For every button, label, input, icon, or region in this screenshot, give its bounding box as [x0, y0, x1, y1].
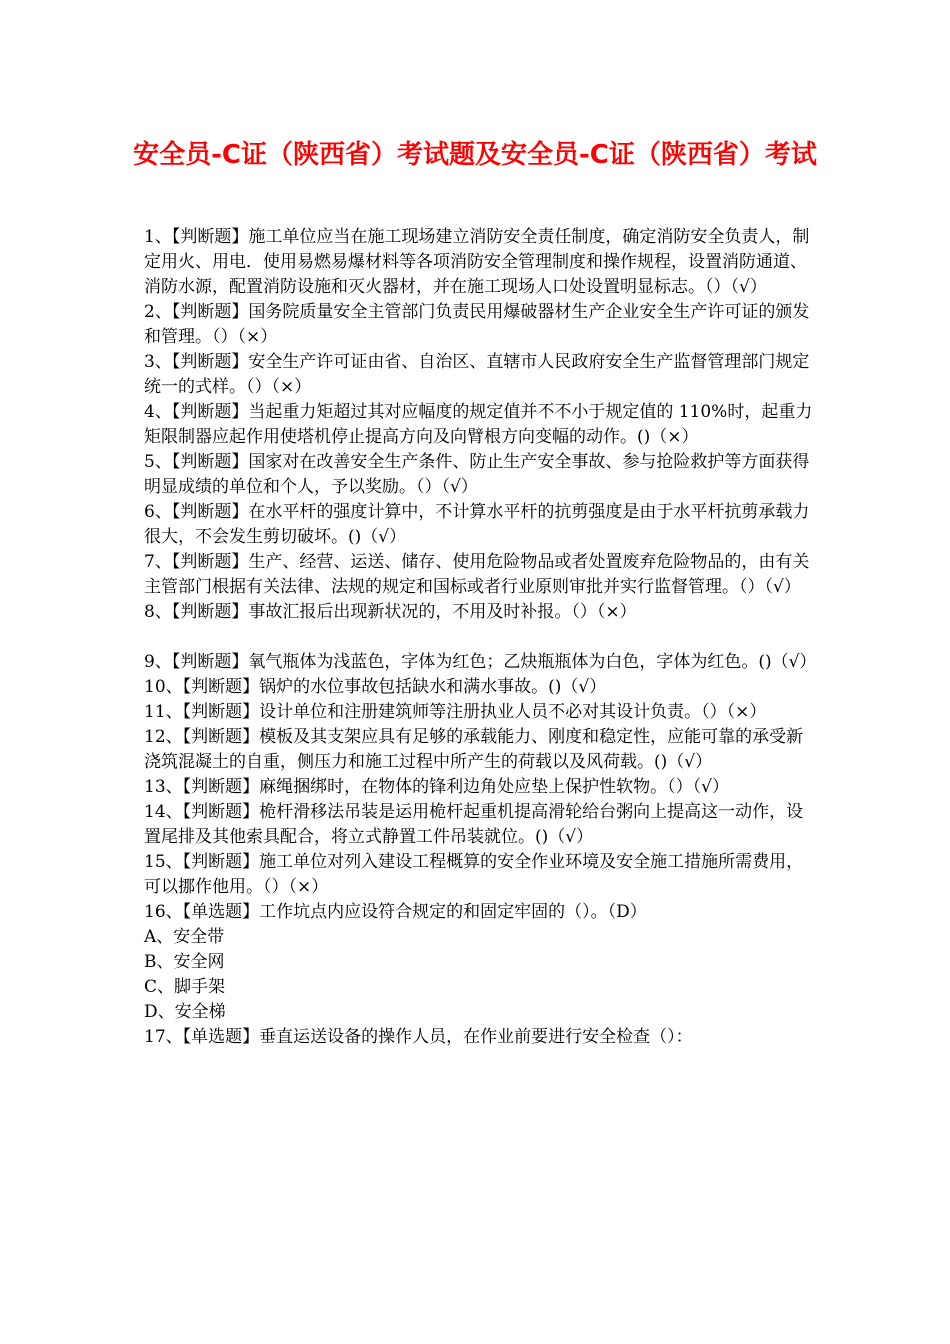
question-16-option-a: A、安全带	[144, 927, 225, 947]
question-16: 16、【单选题】工作坑点内应设符合规定的和固定牢固的（）。（D）	[144, 902, 647, 922]
question-1: 1、【判断题】施工单位应当在施工现场建立消防安全责任制度，确定消防安全负责人，制定用火、用电．使用易燃易爆材料等各项消防安全管理制度和操作规程，设置消防通道、消防水源，配置消防设施和灭火器材，并在施工现场人口处设置明显标志。（）（√）	[144, 227, 810, 297]
question-13: 13、【判断题】麻绳捆绑时，在物体的锋利边角处应垫上保护性软物。（）（√）	[144, 777, 729, 797]
question-16-option-b: B、安全网	[144, 952, 225, 972]
question-11: 11、【判断题】设计单位和注册建筑师等注册执业人员不必对其设计负责。（）（×）	[144, 702, 767, 722]
question-16-option-d: D、安全梯	[144, 1002, 226, 1022]
question-2: 2、【判断题】国务院质量安全主管部门负责民用爆破器材生产企业安全生产许可证的颁发和管理。（）（×）	[144, 302, 810, 347]
question-12: 12、【判断题】模板及其支架应具有足够的承载能力、刚度和稳定性，应能可靠的承受新浇筑混凝土的自重，侧压力和施工过程中所产生的荷载以及风荷载。()（√）	[144, 727, 804, 772]
question-15: 15、【判断题】施工单位对列入建设工程概算的安全作业环境及安全施工措施所需费用，可以挪作他用。（）（×）	[144, 852, 804, 897]
question-10: 10、【判断题】锅炉的水位事故包括缺水和满水事故。()（√）	[144, 677, 607, 697]
question-8: 8、【判断题】事故汇报后出现新状况的，不用及时补报。（）（×）	[144, 602, 637, 622]
question-4: 4、【判断题】当起重力矩超过其对应幅度的规定值并不不小于规定值的 110%时，起重力矩限制器应起作用使塔机停止提高方向及向臂根方向变幅的动作。()（×）	[144, 402, 813, 447]
document-title: 安全员-C证（陕西省）考试题及安全员-C证（陕西省）考试	[133, 140, 817, 170]
question-17: 17、【单选题】垂直运送设备的操作人员，在作业前要进行安全检查（）：	[144, 1027, 693, 1047]
question-7: 7、【判断题】生产、经营、运送、储存、使用危险物品或者处置废弃危险物品的，由有关主管部门根据有关法律、法规的规定和国标或者行业原则审批并实行监督管理。（）（√）	[144, 552, 810, 597]
question-5: 5、【判断题】国家对在改善安全生产条件、防止生产安全事故、参与抢险救护等方面获得明显成绩的单位和个人，予以奖励。（）（√）	[144, 452, 810, 497]
question-16-option-c: C、脚手架	[144, 977, 226, 997]
question-9: 9、【判断题】氧气瓶体为浅蓝色，字体为红色；乙炔瓶瓶体为白色，字体为红色。()（√）	[144, 652, 817, 672]
question-list	[144, 225, 817, 1050]
question-3: 3、【判断题】安全生产许可证由省、自治区、直辖市人民政府安全生产监督管理部门规定统一的式样。（）（×）	[144, 352, 810, 397]
question-6: 6、【判断题】在水平杆的强度计算中，不计算水平杆的抗剪强度是由于水平杆抗剪承载力很大，不会发生剪切破坏。()（√）	[144, 502, 810, 547]
question-14: 14、【判断题】桅杆滑移法吊装是运用桅杆起重机提高滑轮给台粥向上提高这一动作，设置尾排及其他索具配合，将立式静置工件吊装就位。()（√）	[144, 802, 804, 847]
